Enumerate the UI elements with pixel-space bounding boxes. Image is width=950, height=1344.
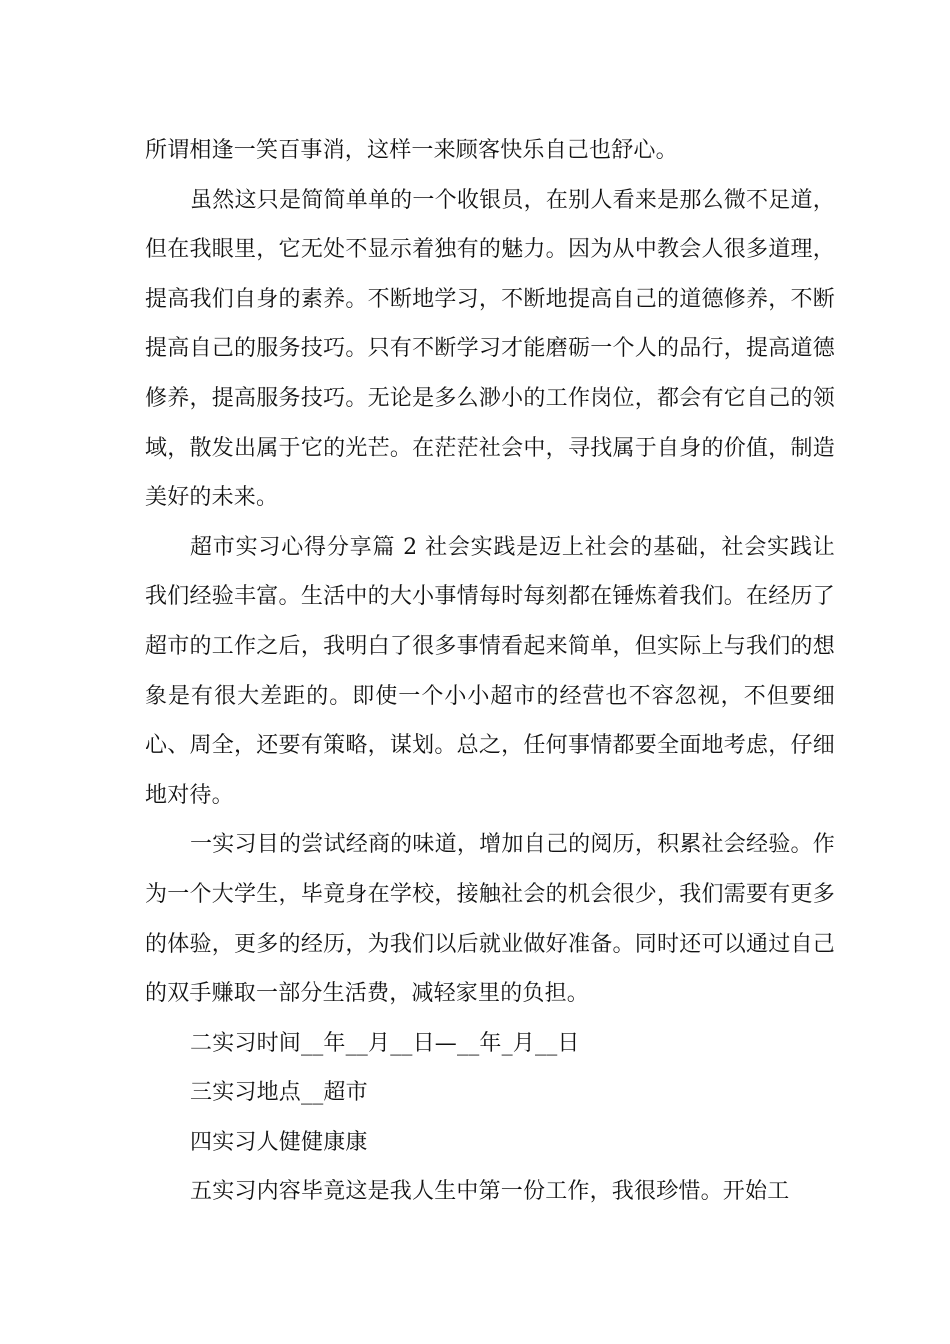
paragraph-8: 五实习内容毕竟这是我人生中第一份工作，我很珍惜。开始工 — [190, 1179, 790, 1205]
paragraph-2: 虽然这只是简简单单的一个收银员，在别人看来是那么微不足道，但在我眼里，它无处不显示着独有的魅力。因为从中教会人很多道理，提高我们自身的素养。不断地学习，不断地提高自己的道德修养，不断提高自己的服务技巧。只有不断学习才能磨砺一个人的品行，提高道德修养，提高服务技巧。无论是多么渺小的工作岗位，都会有它自己的领域，散发出属于它的光芒。在茫茫社会中，寻找属于自身的价值，制造美好的未来。 — [145, 187, 835, 511]
paragraph-7: 四实习人健健康康 — [190, 1129, 368, 1155]
paragraph-6: 三实习地点__超市 — [190, 1080, 368, 1106]
paragraph-4: 一实习目的尝试经商的味道，增加自己的阅历，积累社会经验。作为一个大学生，毕竟身在学校，接触社会的机会很少，我们需要有更多的体验，更多的经历，为我们以后就业做好准备。同时还可以通过自己的双手赚取一部分生活费，减轻家里的负担。 — [145, 832, 835, 1007]
paragraph-5: 二实习时间__年__月__日—__年_月__日 — [190, 1030, 580, 1056]
paragraph-1: 所谓相逢一笑百事消，这样一来顾客快乐自己也舒心。 — [145, 138, 678, 163]
document-body — [145, 126, 835, 1217]
paragraph-3: 超市实习心得分享篇 2 社会实践是迈上社会的基础，社会实践让我们经验丰富。生活中的大小事情每时每刻都在锤炼着我们。在经历了超市的工作之后，我明白了很多事情看起来简单，但实际上与我们的想象是有很大差距的。即使一个小小超市的经营也不容忽视，不但要细心、周全，还要有策略，谋划。总之，任何事情都要全面地考虑，仔细地对待。 — [145, 534, 835, 808]
